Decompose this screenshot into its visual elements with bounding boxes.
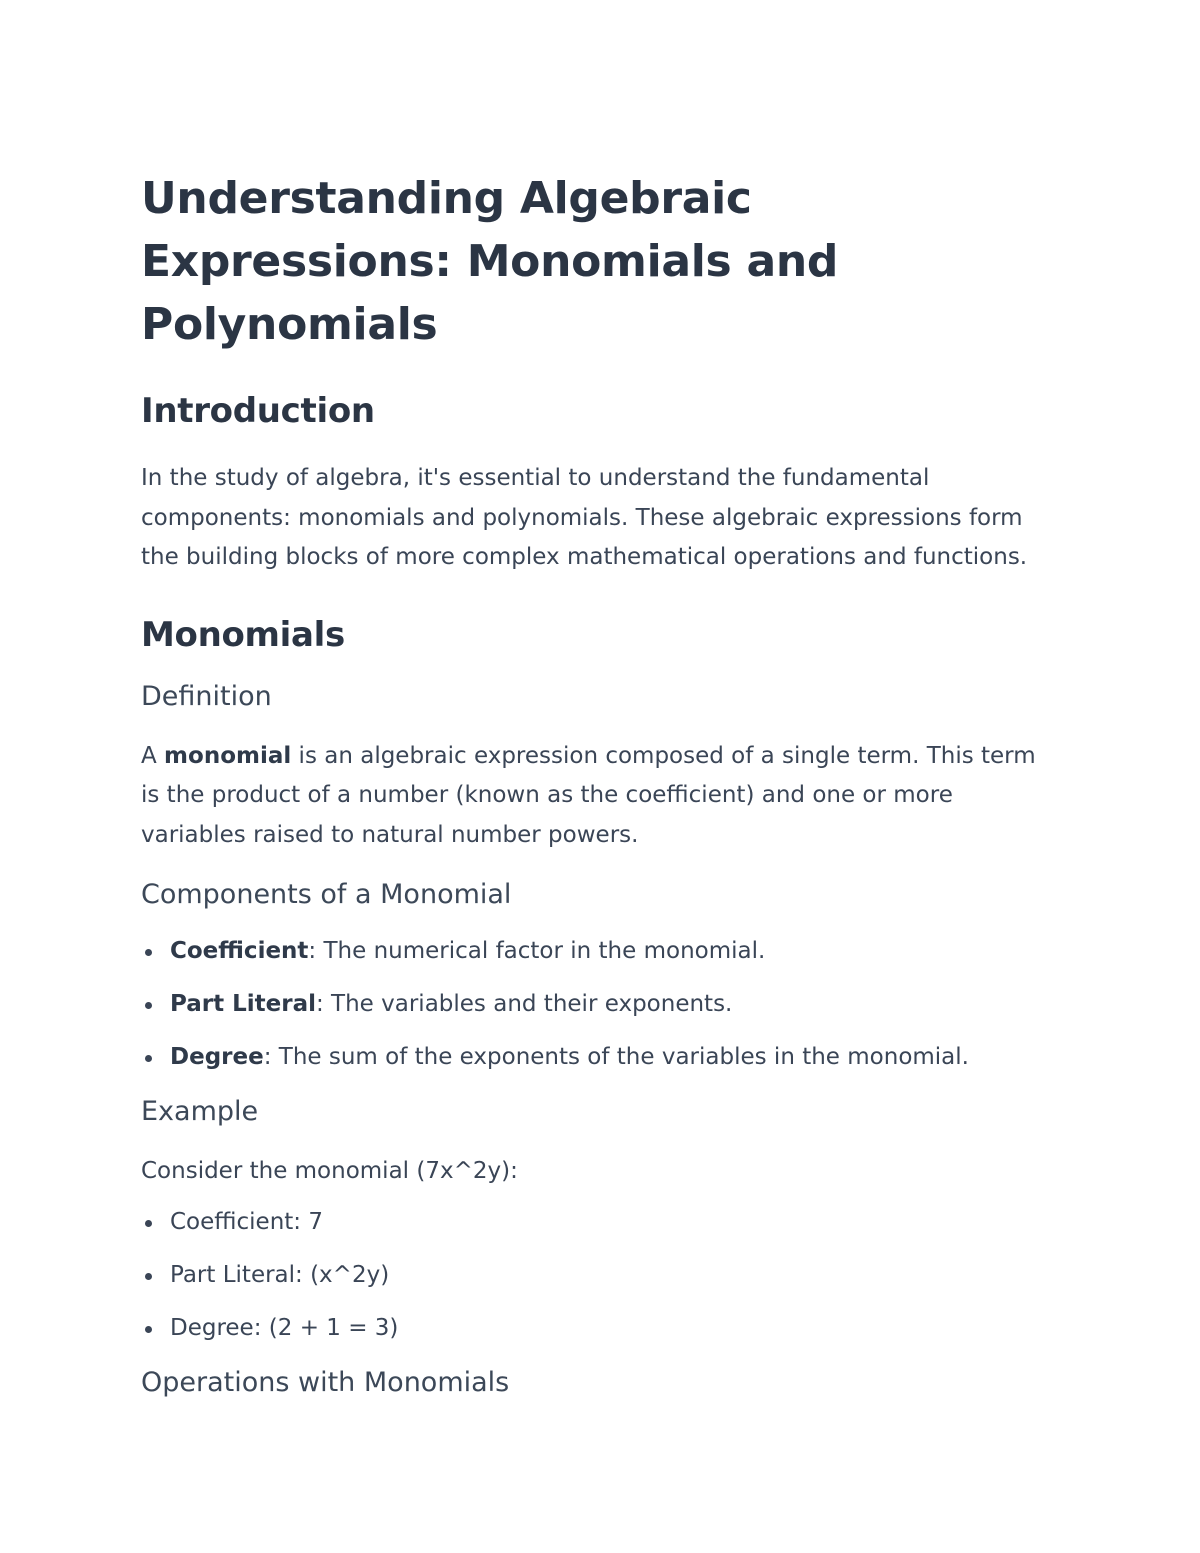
introduction-heading: Introduction	[141, 391, 375, 431]
list-item-term: Coefficient	[170, 938, 309, 964]
list-item-part-literal	[141, 988, 1040, 1021]
list-item-text: : The numerical factor in the monomial.	[308, 938, 766, 964]
list-item: Degree: (2 + 1 = 3)	[141, 1312, 1040, 1345]
list-item-text: : The sum of the exponents of the variables in the monomial.	[263, 1044, 969, 1070]
example-intro: Consider the monomial (7x^2y):	[141, 1158, 518, 1184]
definition-lead: A	[141, 742, 165, 769]
list-item-term: Part Literal	[170, 991, 316, 1017]
definition-paragraph	[141, 737, 1040, 856]
definition-rest: is an algebraic expression composed of a single term. This term is the product of a number (known as the coefficient) and one or more variables raised to natural number powers.	[141, 742, 1036, 848]
page-title: Understanding Algebraic Expressions: Monomials and Polynomials	[141, 173, 839, 350]
components-list	[141, 935, 1040, 1074]
monomials-heading: Monomials	[141, 614, 345, 655]
list-item-degree	[141, 1041, 1040, 1074]
list-item-text: : The variables and their exponents.	[316, 991, 733, 1017]
definition-term: monomial	[164, 742, 292, 769]
introduction-paragraph: In the study of algebra, it's essential to understand the fundamental components: monomials and polynomials. These algebraic expressions form the building blocks of more complex mathematical operations and functions.	[141, 465, 1028, 570]
definition-heading: Definition	[141, 680, 272, 712]
list-item: Coefficient: 7	[141, 1206, 1040, 1239]
list-item-term: Degree	[170, 1044, 264, 1070]
example-list	[141, 1206, 1040, 1345]
list-item-coefficient	[141, 935, 1040, 968]
components-heading: Components of a Monomial	[141, 879, 512, 910]
example-heading: Example	[141, 1096, 259, 1127]
operations-heading: Operations with Monomials	[141, 1366, 510, 1398]
list-item: Part Literal: (x^2y)	[141, 1259, 1040, 1292]
